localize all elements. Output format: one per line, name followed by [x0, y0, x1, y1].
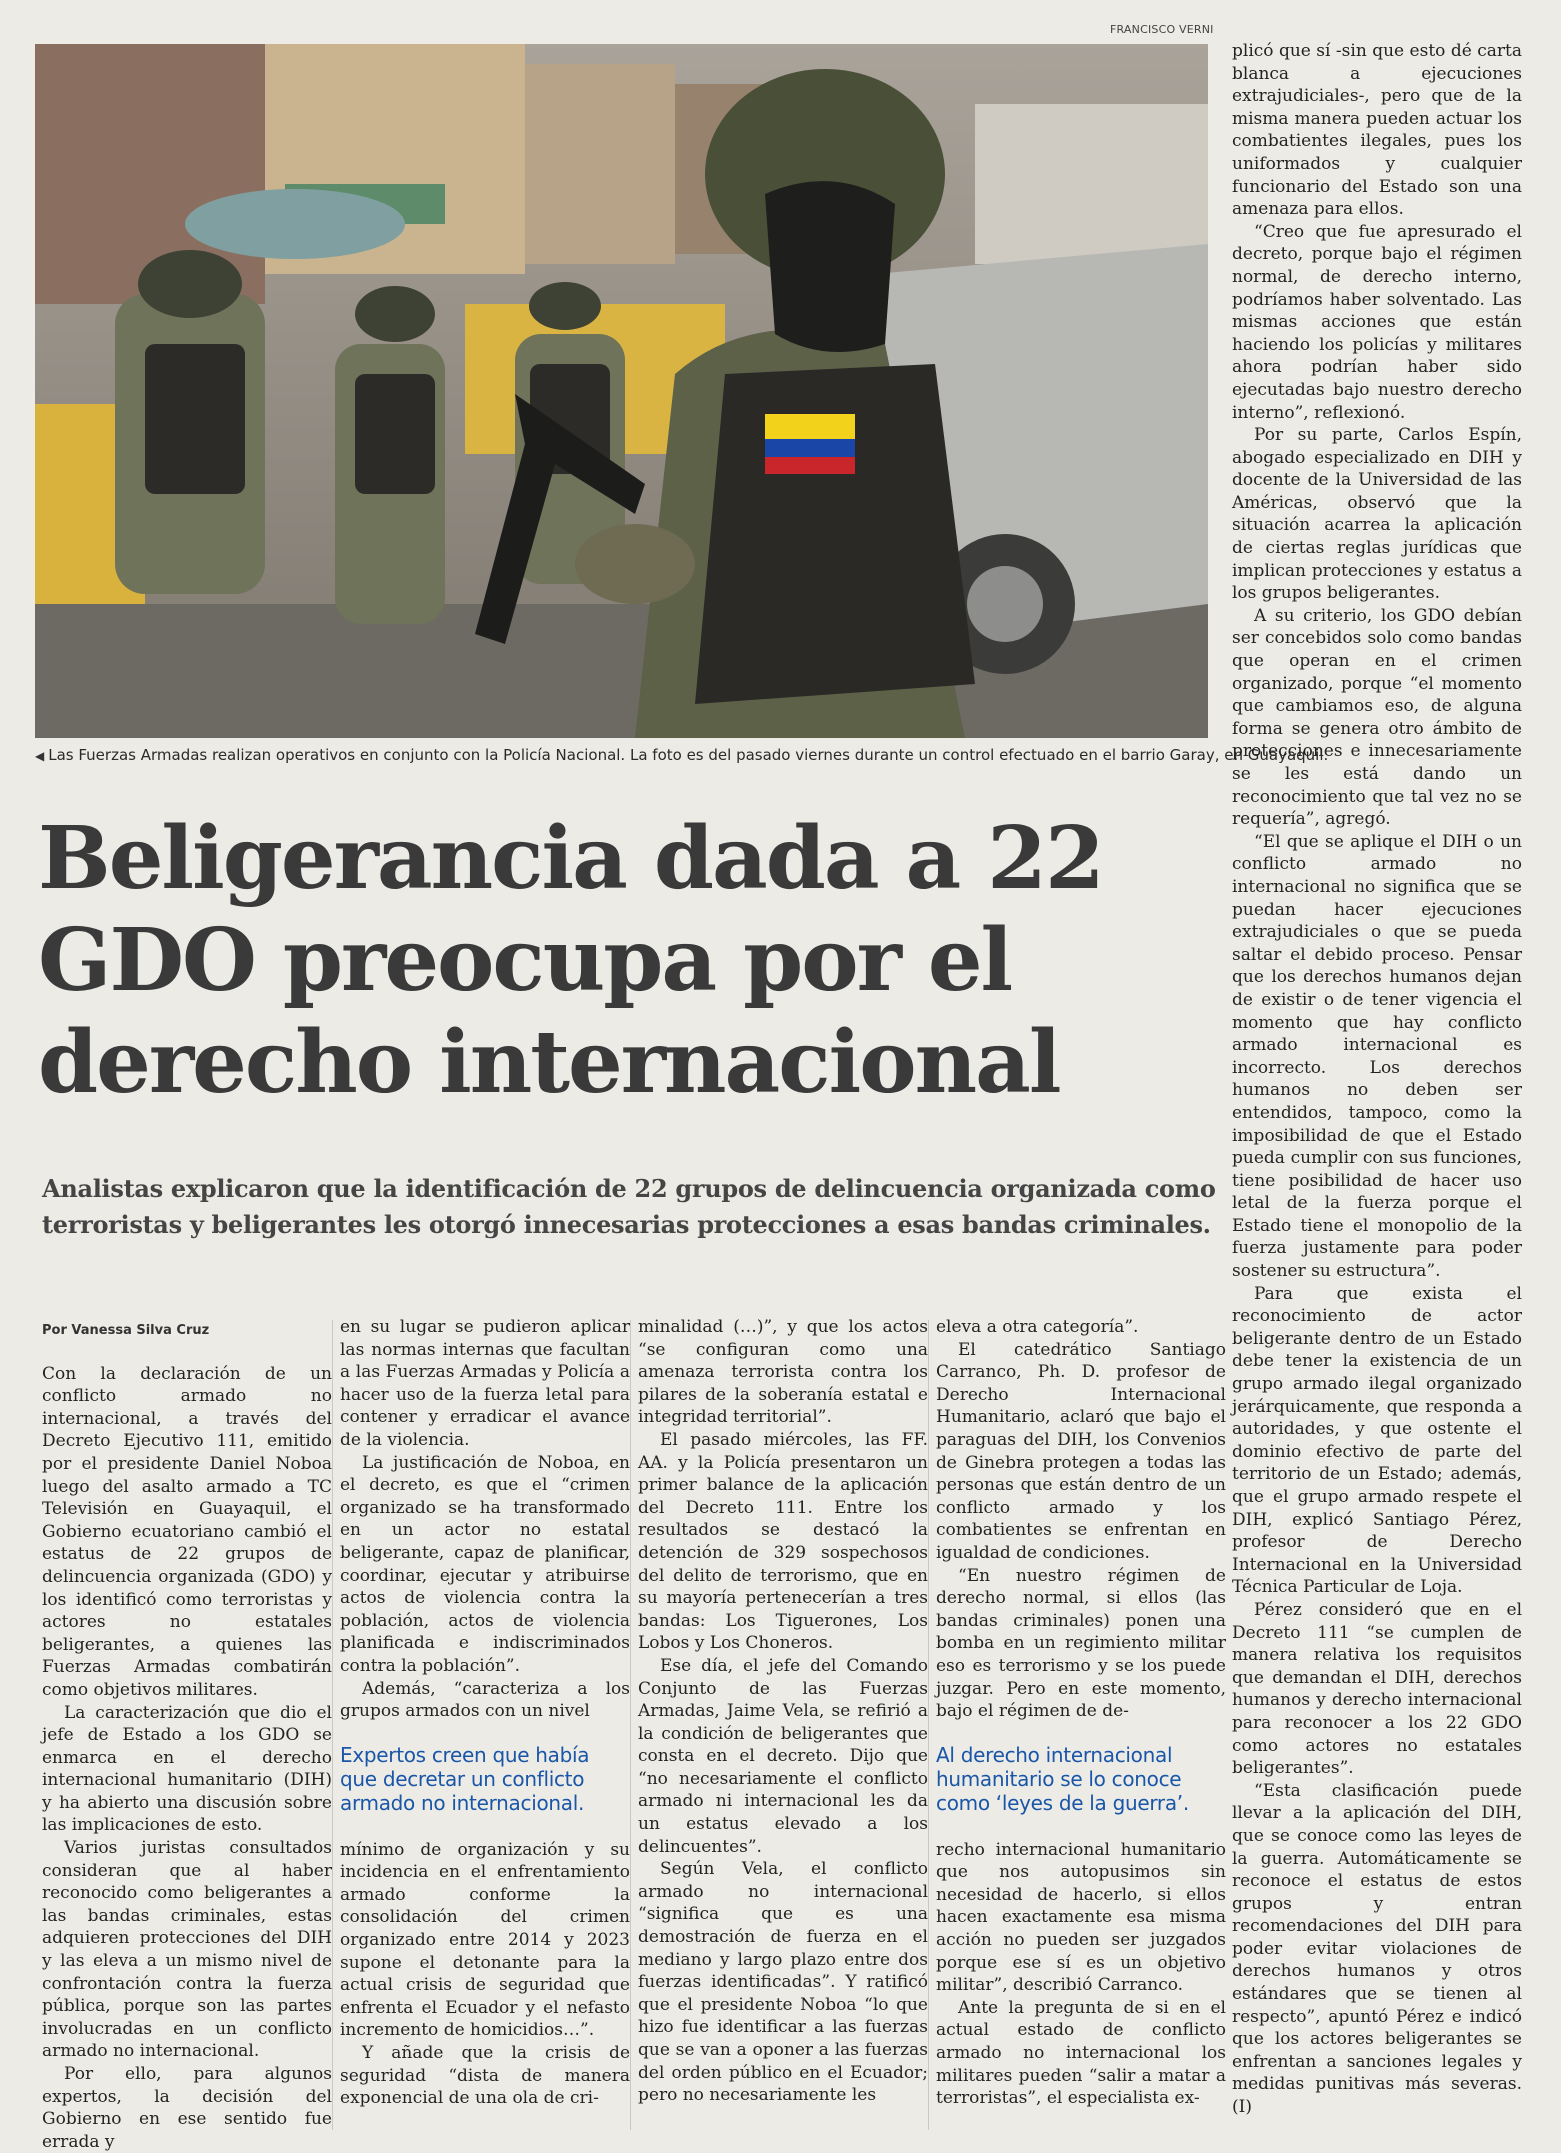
paragraph: Por ello, para algunos expertos, la decisión del Gobierno en ese sentido fue errada y [42, 2064, 332, 2152]
photo-credit: FRANCISCO VERNI [1110, 23, 1214, 36]
paragraph: La justificación de Noboa, en el decreto, es que el “crimen organizado se ha transformado en un actor no estatal beligerante, capaz de planificar, coordinar, ejecutar y atribuirse actos de violencia contra la población, actos de violencia planificada e indiscriminados contra la población”. [340, 1452, 630, 1676]
paragraph: La caracterización que dio el jefe de Estado a los GDO se enmarca en el derecho internacional humanitario (DIH) y ha abierto una discusión sobre las implicaciones de esto. [42, 1702, 332, 1836]
pullquote: Al derecho internacional humanitario se lo conoce como ‘leyes de la guerra’. [936, 1742, 1189, 1815]
paragraph: Además, “caracteriza a los grupos armados con un nivel [340, 1678, 630, 1722]
article-column-4 [936, 1316, 1226, 2110]
paragraph: A su criterio, los GDO debían ser concebidos solo como bandas que operan en el crimen organizado, porque “el momento que cambiamos eso, de alguna forma se genera otro ámbito de protecciones e innecesariamente se les está dando un reconocimiento que tal vez no se requería”, agregó. [1232, 605, 1522, 830]
paragraph: Ante la pregunta de si en el actual estado de conflicto armado no internacional los militares pueden “salir a matar a terroristas”, el especialista ex- [936, 1997, 1226, 2109]
paragraph: Con la declaración de un conflicto armado no internacional, a través del Decreto Ejecutivo 111, emitido por el presidente Daniel Noboa luego del asalto armado a TC Televisión en Guayaquil, el Gobierno ecuatoriano cambió el estatus de 22 grupos de delincuencia organizada (GDO) y los identificó como terroristas y actores no estatales beligerantes, a quienes las Fuerzas Armadas combatirán como objetivos militares. [42, 1363, 332, 1700]
paragraph: minalidad (…)”, y que los actos “se configuran como una amenaza terrorista contra los pilares de la soberanía estatal e integridad territorial”. [638, 1317, 928, 1428]
paragraph: Pérez consideró que en el Decreto 111 “se cumplen de manera relativa los requisitos que demandan el DIH, derechos humanos y derecho internacional para reconocer a los 22 GDO como actores no estatales beligerantes”. [1232, 1599, 1522, 1779]
paragraph: en su lugar se pudieron aplicar las normas internas que facultan a las Fuerzas Armadas y Policía a hacer uso de la fuerza letal para contener y erradicar el avance de la violencia. [340, 1317, 630, 1450]
paragraph: “En nuestro régimen de derecho normal, si ellos (las bandas criminales) ponen una bomba en un regimiento militar eso es terrorismo y se los puede juzgar. Pero en este momento, bajo el régimen de de- [936, 1565, 1226, 1722]
paragraph: “Esta clasificación puede llevar a la aplicación del DIH, que se conoce como las leyes de la guerra. Automáticamente se reconoce el estatus de estos grupos y entran recomendaciones del DIH para poder evitar violaciones de derechos humanos y otros estándares que se tienen al respecto”, apuntó Pérez e indicó que los actores beligerantes se enfrentan a sanciones legales y medidas punitivas más severas. (I) [1232, 1780, 1522, 2118]
paragraph: Para que exista el reconocimiento de actor beligerante dentro de un Estado debe tener la existencia de un grupo armado ilegal organizado jerárquicamente, que responda a autoridades, y que ostente el dominio efectivo de parte del territorio de un Estado; además, que el grupo armado respete el DIH, explicó Santiago Pérez, profesor de Derecho Internacional en la Universidad Técnica Particular de Loja. [1232, 1283, 1522, 1598]
paragraph: “El que se aplique el DIH o un conflicto armado no internacional no significa que se puedan hacer ejecuciones extrajudiciales o que se pueda saltar el debido proceso. Pensar que los derechos humanos dejan de existir o de tener vigencia el momento que hay conflicto armado internacional es incorrecto. Los derechos humanos no deben ser entendidos, tampoco, como la imposibilidad de que el Estado pueda cumplir con sus funciones, tiene posibilidad de hacer uso letal de la fuerza porque el Estado tiene el monopolio de la fuerza justamente para poder sostener su estructura”. [1232, 831, 1522, 1282]
paragraph: Por su parte, Carlos Espín, abogado especializado en DIH y docente de la Universidad de las Américas, observó que la situación acarrea la aplicación de ciertas reglas jurídicas que implican protecciones y estatus a los grupos beligerantes. [1232, 425, 1522, 604]
paragraph: plicó que sí -sin que esto dé carta blanca a ejecuciones extrajudiciales-, pero que de la misma manera pueden actuar los combatientes ilegales, pues los uniformados y cualquier funcionario del Estado son una amenaza para ellos. [1232, 41, 1522, 220]
soldiers-photo-illustration [35, 44, 1208, 738]
byline: Por Vanessa Silva Cruz [42, 1323, 210, 1338]
news-photo [35, 44, 1208, 738]
paragraph: Y añade que la crisis de seguridad “dista de manera exponencial de una ola de cri- [340, 2043, 630, 2109]
paragraph: recho internacional humanitario que nos autopusimos sin necesidad de hacerlo, si ellos hacen exactamente esa misma acción no pueden ser juzgados porque ese sí es un objetivo militar”, describió Carranco. [936, 1839, 1226, 1996]
photo-caption [35, 746, 1329, 764]
column-divider [332, 1320, 333, 2130]
paragraph: “Creo que fue apresurado el decreto, porque bajo el régimen normal, de derecho interno, podríamos haber solventado. Las mismas acciones que están haciendo los policías y militares ahora podrían haber sido ejecutadas bajo nuestro derecho interno”, reflexionó. [1232, 221, 1522, 423]
paragraph: Ese día, el jefe del Comando Conjunto de las Fuerzas Armadas, Jaime Vela, se refirió a la condición de beligerantes que consta en el decreto. Dijo que “no necesariamente el conflicto armado ni internacional les da un estatus elevado a los delincuentes”. [638, 1655, 928, 1857]
pullquote: Expertos creen que había que decretar un conflicto armado no internacional. [340, 1742, 590, 1815]
paragraph: Según Vela, el conflicto armado no internacional “significa que es una demostración de fuerza en el mediano y largo plazo entre dos fuerzas identificadas”. Y ratificó que el presidente Noboa “lo que hizo fue identificar a las fuerzas que se van a oponer a las fuerzas del orden público en el Ecuador; pero no necesariamente les [638, 1859, 928, 2106]
photo-caption-text: Las Fuerzas Armadas realizan operativos en conjunto con la Policía Nacional. La foto es del pasado viernes durante un control efectuado en el barrio Garay, en Guayaquil. [48, 746, 1329, 764]
paragraph: eleva a otra categoría”. [936, 1317, 1139, 1337]
paragraph: El catedrático Santiago Carranco, Ph. D. profesor de Derecho Internacional Humanitario, aclaró que bajo el paraguas del DIH, los Convenios de Ginebra protegen a todas las personas que están dentro de un conflicto armado y los combatientes se enfrentan en igualdad de condiciones. [936, 1339, 1226, 1563]
caption-triangle-icon: ◀ [35, 749, 45, 763]
article-column-1 [42, 1320, 332, 2153]
headline: Beligerancia dada a 22 GDO preocupa por el derecho internacional [38, 808, 1103, 1113]
paragraph: mínimo de organización y su incidencia en el enfrentamiento armado conforme la consolidación del crimen organizado entre 2014 y 2023 supone el detonante para la actual crisis de seguridad que enfrenta el Ecuador y el nefasto incremento de homicidios…”. [340, 1839, 630, 2041]
article-column-3 [638, 1316, 928, 2107]
paragraph: Varios juristas consultados consideran que al haber reconocido como beligerantes a las bandas criminales, estas adquieren protecciones del DIH y las eleva a un mismo nivel de confrontación contra la fuerza pública, porque son las partes involucradas en un conflicto armado no internacional. [42, 1838, 332, 2062]
column-divider [630, 1320, 631, 2130]
article-column-5 [1232, 40, 1522, 2119]
article-column-2 [340, 1316, 630, 2110]
deck: Analistas explicaron que la identificación de 22 grupos de delincuencia organizada como terroristas y beligerantes les otorgó innecesarias protecciones a esas bandas criminales. [42, 1174, 1216, 1239]
column-divider [928, 1320, 929, 2130]
paragraph: El pasado miércoles, las FF. AA. y la Policía presentaron un primer balance de la aplicación del Decreto 111. Entre los resultados se destacó la detención de 329 sospechosos del delito de terrorismo, que en su mayoría pertenecerían a tres bandas: Los Tiguerones, Los Lobos y Los Choneros. [638, 1429, 928, 1654]
